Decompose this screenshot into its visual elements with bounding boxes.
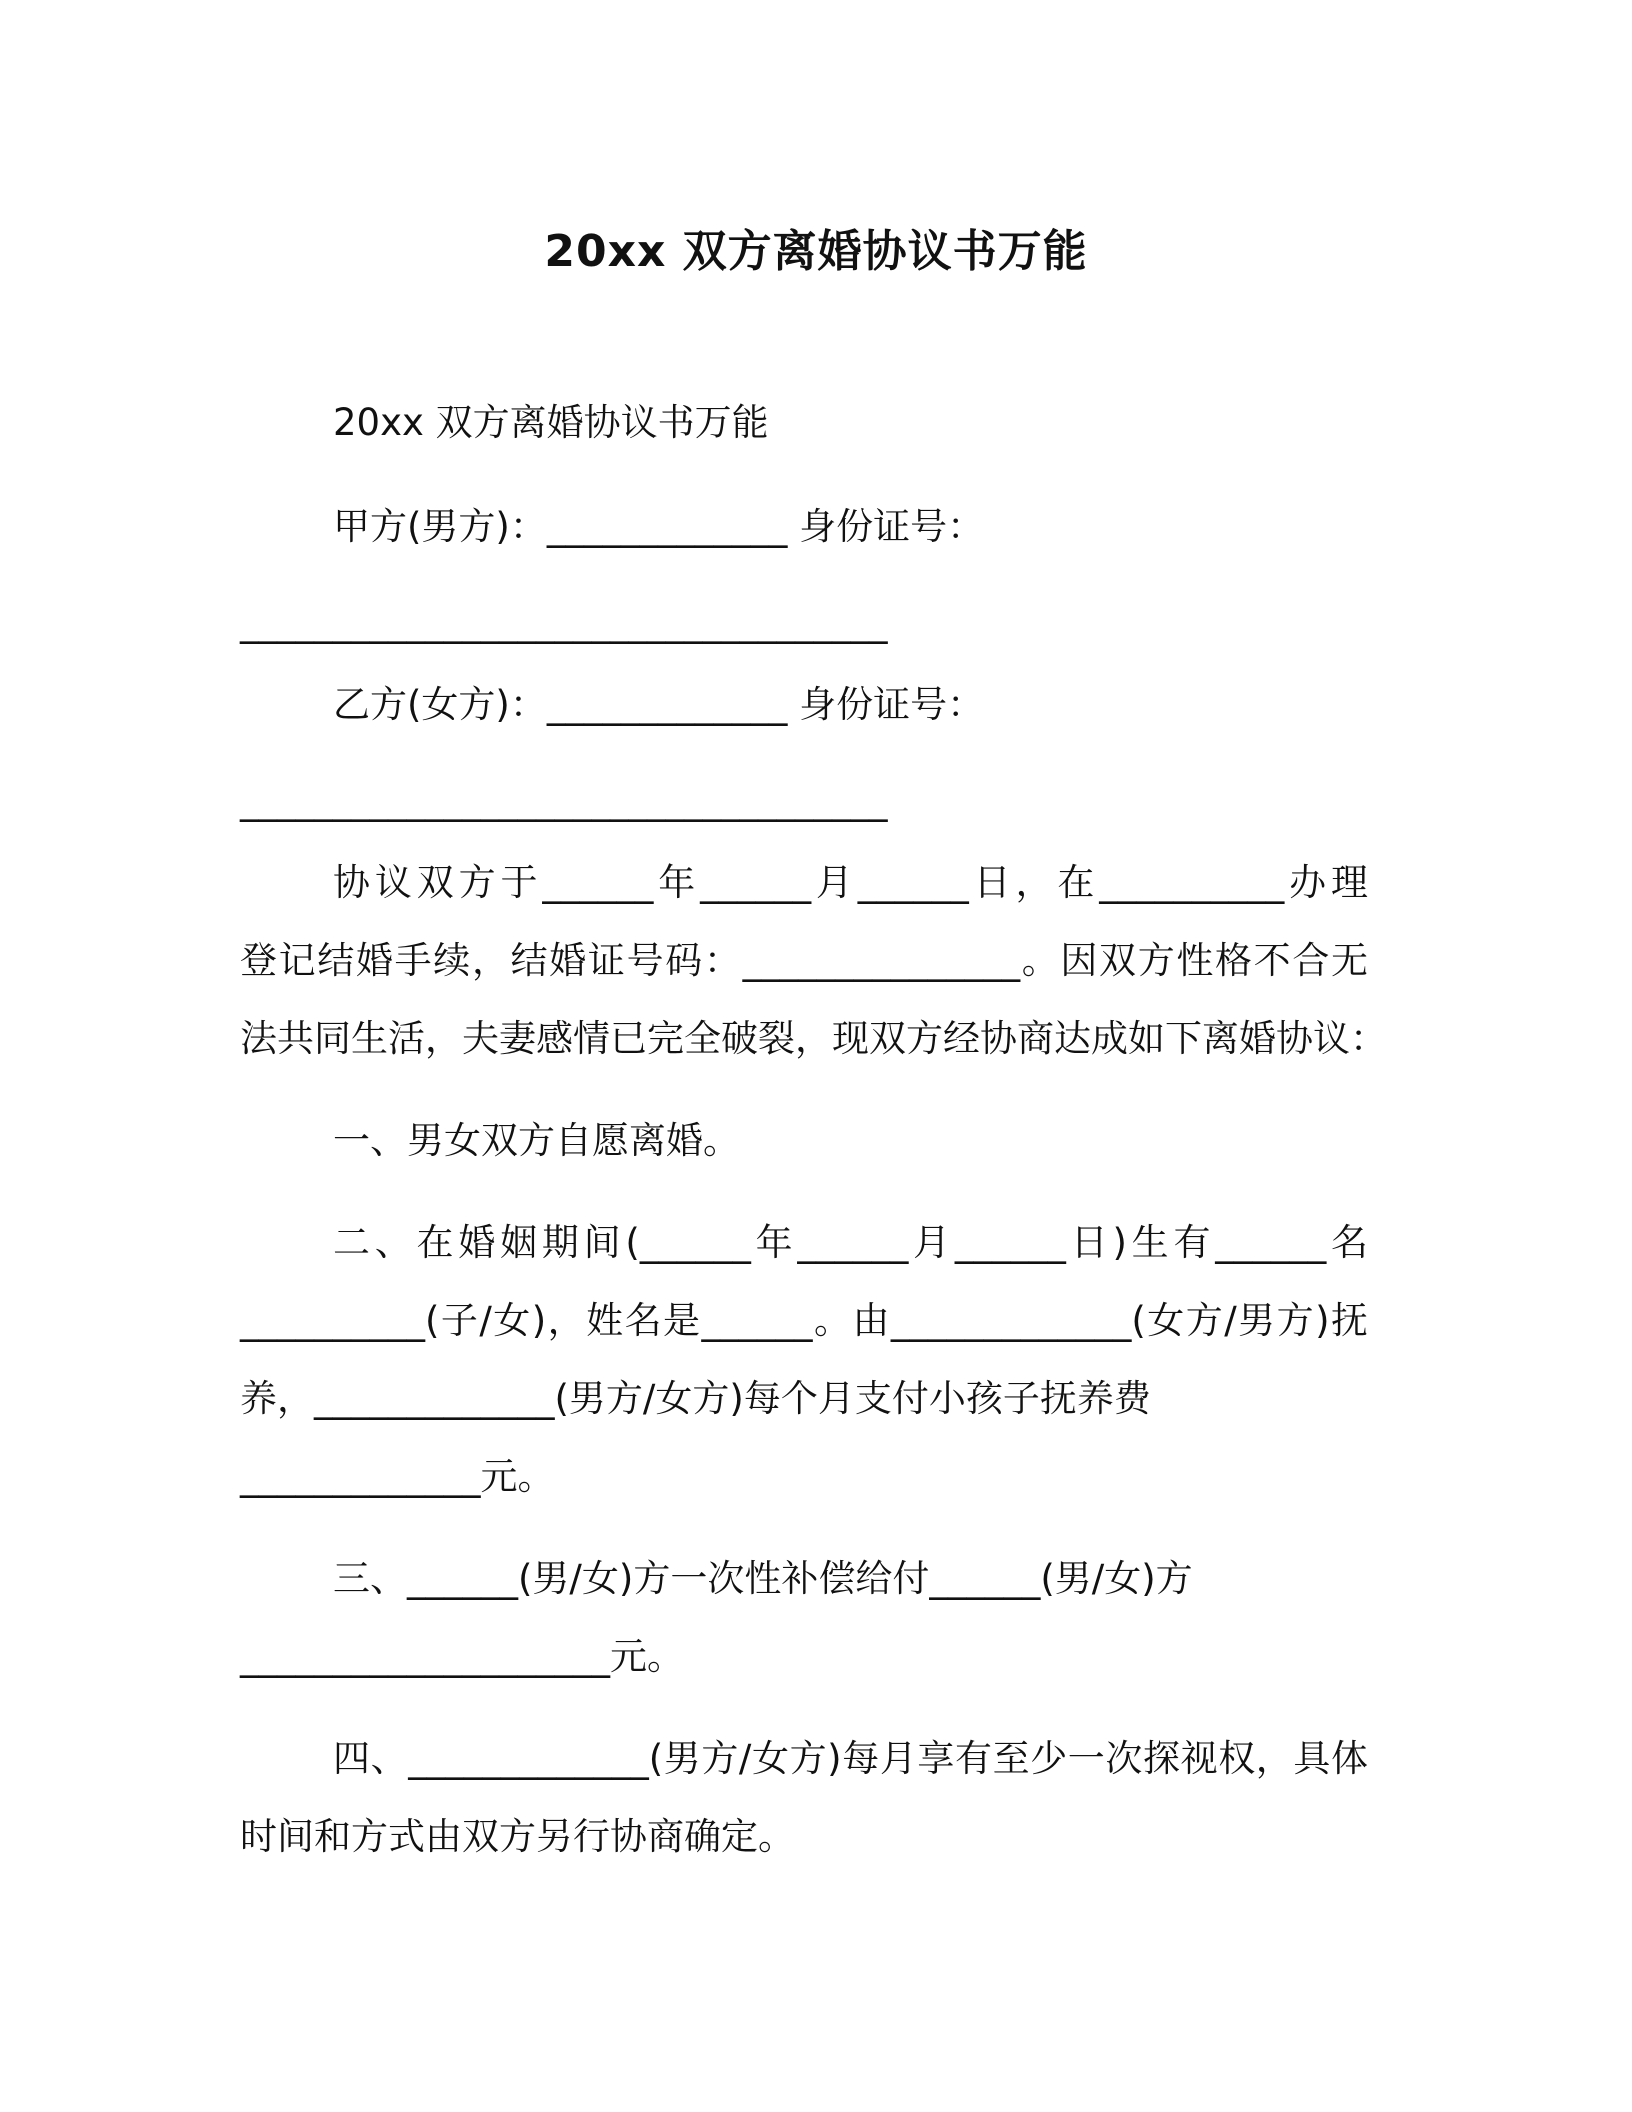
clause-two-line: 养，_____________(男方/女方)每个月支付小孩子抚养费 <box>240 1377 1151 1420</box>
clause-one: 一、男女双方自愿离婚。 <box>333 1119 740 1162</box>
clause-two-line: __________(子/女)，姓名是______。由_____________(女方/男方)抚 <box>240 1299 1368 1342</box>
party-a-line: 甲方(男方)：_____________ 身份证号： <box>333 505 985 548</box>
clause-four-line: 时间和方式由双方另行协商确定。 <box>240 1815 795 1858</box>
document-title: 20xx 双方离婚协议书万能 <box>544 226 1088 277</box>
subtitle-line: 20xx 双方离婚协议书万能 <box>333 401 769 444</box>
clause-two-line: 二、在婚姻期间(______年______月______日)生有______名 <box>333 1221 1368 1264</box>
clause-two-line: _____________元。 <box>240 1455 555 1498</box>
paragraph-line: 协议双方于______年______月______日，在__________办理 <box>333 861 1368 904</box>
paragraph-line: 法共同生活，夫妻感情已完全破裂，现双方经协商达成如下离婚协议： <box>240 1017 1387 1060</box>
party-b-id-blank: ___________________________________ <box>240 779 888 822</box>
clause-three-line: 三、______(男/女)方一次性补偿给付______(男/女)方 <box>333 1557 1193 1600</box>
party-a-id-blank: ___________________________________ <box>240 601 888 644</box>
clause-four-line: 四、_____________(男方/女方)每月享有至少一次探视权，具体 <box>333 1737 1368 1780</box>
party-b-line: 乙方(女方)：_____________ 身份证号： <box>333 683 985 726</box>
paragraph-line: 登记结婚手续，结婚证号码：_______________。因双方性格不合无 <box>240 939 1368 982</box>
clause-three-line: ____________________元。 <box>240 1635 684 1678</box>
